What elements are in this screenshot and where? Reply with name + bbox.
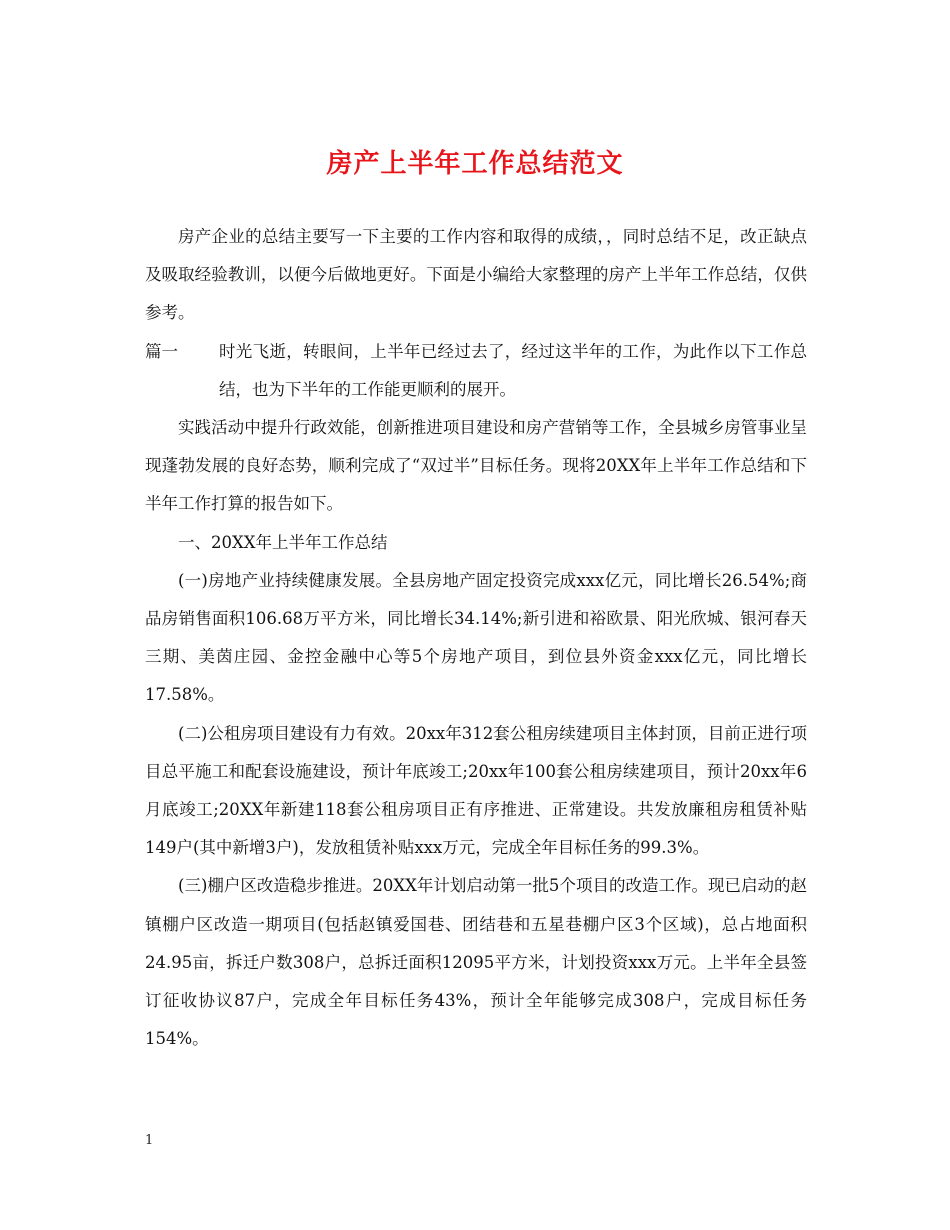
heading-summary: 一、20XX年上半年工作总结	[178, 532, 388, 552]
document-title: 房产上半年工作总结范文	[326, 149, 624, 179]
intro-paragraph: 房产企业的总结主要写一下主要的工作内容和取得的成绩，，同时总结不足，改正缺点及吸取经验教训，以便今后做地更好。下面是小编给大家整理的房产上半年工作总结，仅供参考。	[145, 227, 807, 323]
document-body	[145, 218, 807, 1058]
paragraph-real-estate: (一)房地产业持续健康发展。全县房地产固定投资完成xxx亿元，同比增长26.54%;商品房销售面积106.68万平方米，同比增长34.14%;新引进和裕欧景、阳光欣城、银河春天三期、美茵庄园、金控金融中心等5个房地产项目，到位县外资金xxx亿元，同比增长17.58%。	[145, 570, 807, 705]
paragraph-public-rental: (二)公租房项目建设有力有效。20xx年312套公租房续建项目主体封顶，目前正进行项目总平施工和配套设施建设，预计年底竣工;20xx年100套公租房续建项目，预计20xx年6月底竣工;20XX年新建118套公租房项目正有序推进、正常建设。共发放廉租房租赁补贴149户(其中新增3户)，发放租赁补贴xxx万元，完成全年目标任务的99.3%。	[145, 723, 807, 858]
paragraph-practice: 实践活动中提升行政效能，创新推进项目建设和房产营销等工作，全县城乡房管事业呈现蓬勃发展的良好态势，顺利完成了“双过半”目标任务。现将20XX年上半年工作总结和下半年工作打算的报告如下。	[145, 418, 807, 514]
section-opening-paragraph: 时光飞逝，转眼间，上半年已经过去了，经过这半年的工作，为此作以下工作总结，也为下半年的工作能更顺利的展开。	[219, 341, 807, 399]
page-number: 1	[145, 1133, 154, 1148]
section-one	[145, 333, 807, 409]
section-label: 篇一	[145, 341, 178, 361]
paragraph-shantytown: (三)棚户区改造稳步推进。20XX年计划启动第一批5个项目的改造工作。现已启动的赵镇棚户区改造一期项目(包括赵镇爱国巷、团结巷和五星巷棚户区3个区域)，总占地面积24.95亩，拆迁户数308户，总拆迁面积12095平方米，计划投资xxx万元。上半年全县签订征收协议87户，完成全年目标任务43%，预计全年能够完成308户，完成目标任务154%。	[145, 876, 807, 1049]
